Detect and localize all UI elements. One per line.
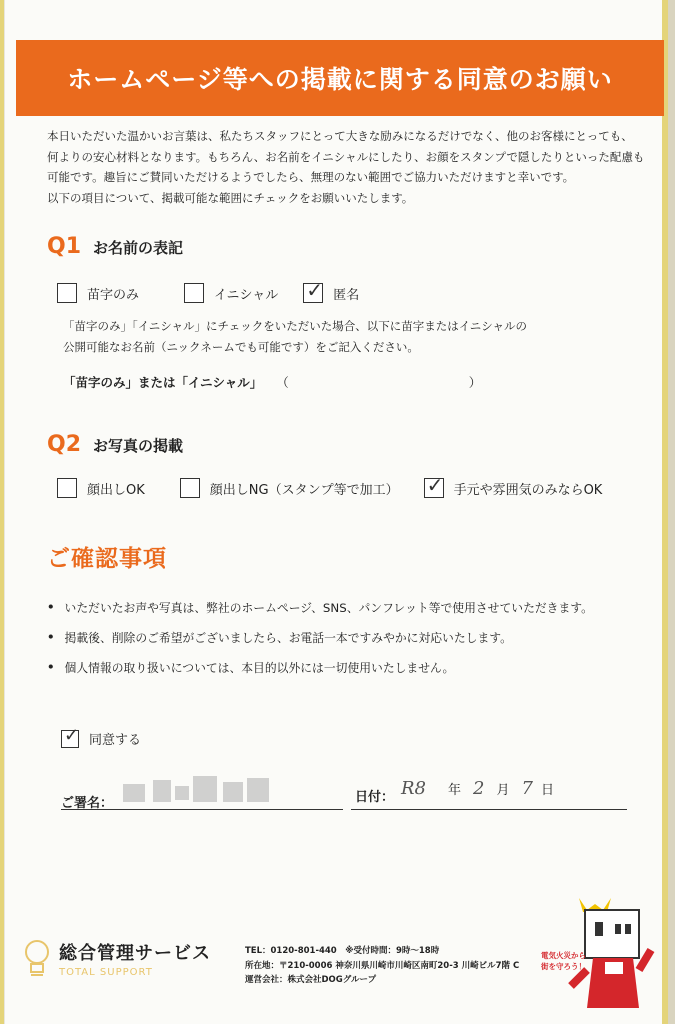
agree-option[interactable]: [61, 724, 142, 748]
date-year: R8: [401, 778, 427, 799]
q1-label: お名前の表記: [93, 239, 184, 257]
date-value[interactable]: [401, 778, 554, 799]
option-label: 手元や雰囲気のみならOK: [453, 482, 603, 498]
operator-line: 運営会社：株式会社DOGグループ: [245, 975, 377, 985]
signature-row: [61, 778, 627, 814]
checkbox[interactable]: [184, 283, 204, 303]
company-sub: TOTAL SUPPORT: [59, 966, 153, 978]
list-item: [47, 592, 593, 622]
checkmark-icon: ✓: [64, 724, 80, 746]
page-title: ホームページ等への掲載に関する同意のお願い: [67, 65, 613, 94]
paren-close: ）: [468, 375, 482, 390]
title-banner: [16, 40, 664, 116]
contact-info: [245, 944, 519, 988]
option-label: 顔出しNG（スタンプ等で加工）: [209, 482, 399, 498]
list-item-text: 個人情報の取り扱いについては、本目的以外には一切使用いたしません。: [64, 660, 455, 675]
address-line: 所在地：〒210-0006 神奈川県川崎市川崎区南町20-3 川崎ビル7階 C: [245, 960, 520, 971]
option-label: 顔出しOK: [87, 482, 145, 498]
checkbox-checked[interactable]: [424, 473, 444, 498]
intro-text: [47, 126, 647, 208]
public-name-label: 「苗字のみ」または「イニシャル」: [63, 375, 263, 390]
public-name-field[interactable]: [63, 373, 481, 391]
agree-checkbox[interactable]: [61, 724, 80, 748]
bullet-icon: •: [47, 660, 55, 674]
q1-number: Q1: [47, 234, 82, 259]
q2-label: お写真の掲載: [93, 437, 184, 455]
date-label: 日付：: [355, 790, 395, 805]
agree-label: 同意する: [89, 733, 142, 748]
paren-open: （: [276, 375, 289, 390]
q2-option-face-ng[interactable]: [180, 478, 399, 498]
option-label: イニシャル: [214, 287, 279, 303]
option-label: 苗字のみ: [87, 287, 140, 303]
lightbulb-icon: [23, 938, 51, 978]
checkbox[interactable]: [57, 478, 77, 498]
q2-number: Q2: [47, 432, 82, 457]
list-item: [47, 652, 593, 682]
intro-line: 本日いただいた温かいお言葉は、私たちスタッフにとって大きな励みになるだけでなく、他のお客様にとっても、: [47, 129, 633, 143]
note-line: 公開可能なお名前（ニックネームでも可能です）をご記入ください。: [63, 340, 419, 354]
mascot-caption: [541, 950, 586, 972]
confirm-title: ご確認事項: [47, 546, 167, 572]
redacted-signature: [123, 776, 273, 806]
q1-option-surname[interactable]: [57, 283, 139, 303]
q2-option-hands-only[interactable]: [424, 473, 603, 498]
day-unit: 日: [540, 783, 554, 798]
company-name: 総合管理サービス: [59, 942, 211, 964]
intro-line: 可能です。趣旨にご賛同いただけるようでしたら、無理のない範囲でご協力いただけますと幸いです。: [47, 170, 575, 184]
date-underline: [351, 809, 627, 810]
q1-option-anonymous[interactable]: [303, 278, 360, 303]
caption-line: 電気火災から: [541, 951, 586, 960]
list-item: [47, 622, 593, 652]
intro-line: 何よりの安心材料となります。もちろん、お名前をイニシャルにしたり、お顔をスタンプで隠したりといった配慮も: [47, 149, 645, 164]
q1-options: [57, 278, 384, 303]
q2-heading: [47, 432, 183, 457]
checkmark-icon: ✓: [306, 278, 324, 302]
q2-options: [57, 473, 627, 498]
checkbox-checked[interactable]: [303, 278, 324, 303]
q1-option-initial[interactable]: [184, 283, 278, 303]
option-label: 匿名: [333, 287, 360, 303]
year-unit: 年: [448, 783, 462, 798]
tel-line: TEL：0120-801-440 ※受付時間：9時〜18時: [245, 946, 440, 956]
company-logo: [23, 938, 211, 978]
checkmark-icon: ✓: [426, 473, 444, 497]
checkbox[interactable]: [180, 478, 200, 498]
intro-line: 以下の項目について、掲載可能な範囲にチェックをお願いいたします。: [47, 190, 414, 205]
confirm-list: [47, 592, 593, 682]
list-item-text: いただいたお声や写真は、弊社のホームページ、SNS、パンフレット等で使用させていただきます。: [64, 600, 593, 615]
bullet-icon: •: [47, 630, 55, 644]
signature-label: ご署名：: [61, 796, 114, 811]
signature-input[interactable]: [61, 809, 343, 810]
list-item-text: 掲載後、削除のご希望がございましたら、お電話一本ですみやかに対応いたします。: [64, 630, 512, 645]
date-day: 7: [521, 778, 533, 799]
caption-line: 街を守ろう！: [541, 962, 586, 971]
right-paper-edge: [662, 0, 668, 1024]
date-month: 2: [473, 778, 485, 799]
month-unit: 月: [496, 783, 510, 798]
checkbox[interactable]: [57, 283, 77, 303]
note-line: 「苗字のみ」「イニシャル」にチェックをいただいた場合、以下に苗字またはイニシャルの: [63, 319, 528, 333]
q1-note: [63, 316, 527, 358]
q2-option-face-ok[interactable]: [57, 478, 145, 498]
consent-form-sheet: [4, 0, 668, 1024]
bullet-icon: •: [47, 600, 55, 614]
public-name-input[interactable]: [289, 373, 469, 391]
q1-heading: [47, 234, 183, 259]
